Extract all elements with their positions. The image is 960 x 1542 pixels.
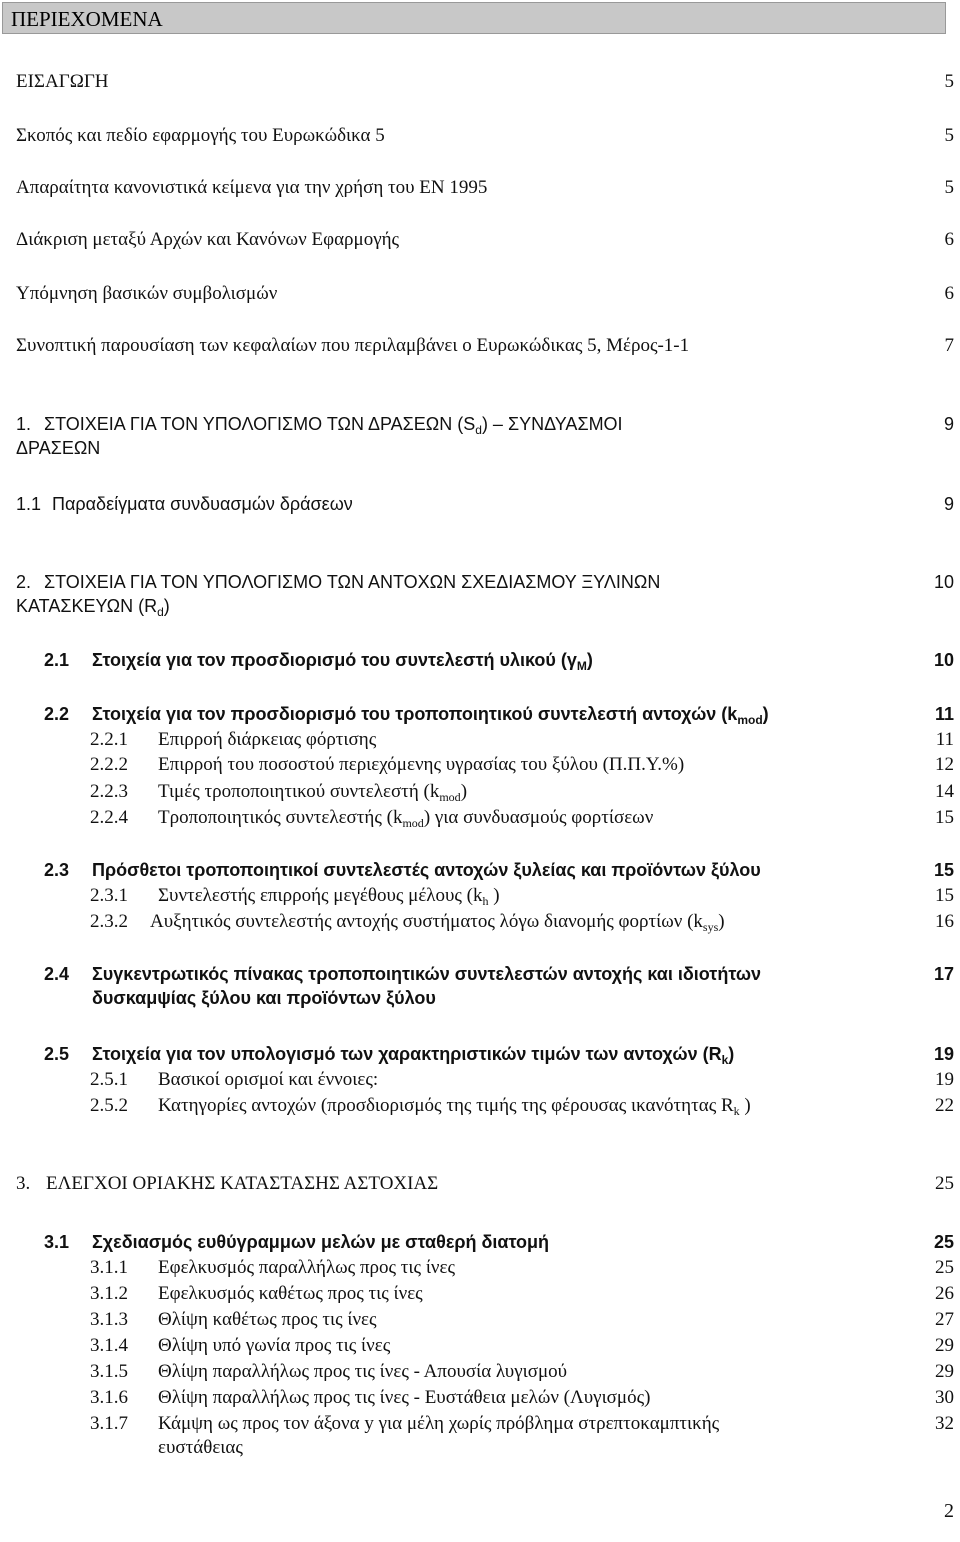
toc-entry-title: Θλίψη παραλλήλως προς τις ίνες - Ευστάθεια μελών (Λυγισμός) (158, 1387, 651, 1408)
subscript: k (733, 1104, 740, 1118)
toc-entry-page: 9 (943, 494, 954, 514)
toc-entry-title: Θλίψη υπό γωνία προς τις ίνες (158, 1335, 391, 1356)
toc-entry-title-text: ) (460, 781, 468, 802)
toc-entry-title (158, 806, 653, 830)
toc-entry-title-text: Συντελεστής επιρροής μεγέθους μέλους (k (158, 885, 483, 906)
subscript: mod (439, 790, 461, 804)
toc-entry-number: 2.3 (44, 860, 70, 880)
toc-entry-number: 3.1.2 (90, 1283, 128, 1304)
toc-entry-number: 3.1.7 (90, 1413, 128, 1434)
toc-entry-page: 25 (933, 1232, 954, 1252)
toc-entry-number: 1.1 (16, 494, 42, 514)
toc-entry-title (92, 1042, 734, 1066)
toc-entry-title-text: Τιμές τροποποιητικού συντελεστή (k (158, 781, 440, 802)
toc-entry-title-text: ) (488, 885, 500, 906)
toc-entry-title-text: ) (762, 704, 769, 724)
toc-entry-number: 2.1 (44, 650, 70, 670)
toc-entry-title: Επιρροή διάρκειας φόρτισης (158, 729, 377, 750)
toc-entry-title: Θλίψη παραλλήλως προς τις ίνες - Απουσία λυγισμού (158, 1361, 568, 1382)
toc-entry-page: 15 (935, 807, 954, 828)
toc-entry-title (44, 412, 623, 436)
toc-entry-title-continued: δυσκαμψίας ξύλου και προϊόντων ξύλου (92, 988, 436, 1008)
toc-entry-page: 19 (935, 1069, 954, 1090)
toc-entry-number: 2.5 (44, 1044, 70, 1064)
toc-entry-page: 25 (935, 1257, 954, 1278)
toc-entry-page: 5 (944, 71, 954, 92)
toc-entry-page: 5 (944, 177, 954, 198)
toc-entry-title-text: ) – ΣΥΝΔΥΑΣΜΟΙ (481, 414, 623, 434)
toc-entry-title (92, 702, 769, 726)
toc-entry-number: 3.1.5 (90, 1361, 128, 1382)
toc-entry-title-text: ) για συνδυασμούς φορτίσεων (423, 807, 654, 828)
toc-entry-title-text: ) (718, 911, 725, 932)
toc-entry-title-text: Αυξητικός συντελεστής αντοχής συστήματος λόγω διανομής φορτίων (k (150, 911, 703, 932)
toc-entry-number: 2.3.2 (90, 911, 128, 932)
toc-entry-title: Βασικοί ορισμοί και έννοιες: (158, 1069, 379, 1090)
toc-entry-title (150, 910, 725, 934)
toc-entry-page: 30 (935, 1387, 954, 1408)
toc-entry-title: Σχεδιασμός ευθύγραμμων μελών με σταθερή διατομή (92, 1232, 550, 1252)
toc-entry-title-text: ΣΤΟΙΧΕΙΑ ΓΙΑ ΤΟΝ ΥΠΟΛΟΓΙΣΜΟ ΤΩΝ ΔΡΑΣΕΩΝ (S (44, 414, 476, 434)
subscript: h (482, 894, 489, 908)
toc-entry-title (92, 648, 593, 672)
toc-entry-number: 3.1.4 (90, 1335, 128, 1356)
toc-entry-title (158, 884, 500, 908)
toc-entry-number: 2.5.2 (90, 1095, 128, 1116)
toc-entry-title (158, 780, 467, 804)
subscript: mod (402, 816, 424, 830)
toc-entry-title-continued: ευστάθειας (158, 1437, 243, 1458)
toc-entry-number: 3.1.6 (90, 1387, 128, 1408)
toc-entry-title-text: Τροποποιητικός συντελεστής (k (158, 807, 403, 828)
toc-entry-page: 22 (935, 1095, 954, 1116)
toc-entry-page: 14 (935, 781, 954, 802)
page-number: 2 (944, 1500, 954, 1522)
toc-entry-page: 10 (933, 650, 954, 670)
toc-entry-title: ΕΛΕΓΧΟΙ ΟΡΙΑΚΗΣ ΚΑΤΑΣΤΑΣΗΣ ΑΣΤΟΧΙΑΣ (46, 1173, 439, 1194)
toc-entry-number: 3. (16, 1173, 31, 1194)
toc-entry-title-text: Στοιχεία για τον υπολογισμό των χαρακτηριστικών τιμών των αντοχών (R (92, 1044, 722, 1064)
toc-entry-number: 2.4 (44, 964, 70, 984)
toc-entry-page: 19 (933, 1044, 954, 1064)
page-title: ΠΕΡΙΕΧΟΜΕΝΑ (11, 7, 163, 31)
toc-entry-title: Διάκριση μεταξύ Αρχών και Κανόνων Εφαρμογής (16, 229, 400, 250)
toc-entry-number: 2.2.1 (90, 729, 128, 750)
toc-entry-title: Απαραίτητα κανονιστικά κείμενα για την χρήση του EN 1995 (16, 177, 488, 198)
toc-entry-title-text: Κατηγορίες αντοχών (προσδιορισμός της τιμής της φέρουσας ικανότητας R (158, 1095, 734, 1116)
toc-entry-title: Πρόσθετοι τροποποιητικοί συντελεστές αντοχών ξυλείας και προϊόντων ξύλου (92, 860, 761, 880)
toc-entry-page: 15 (933, 860, 954, 880)
toc-entry-title-text: ) (163, 596, 170, 616)
toc-entry-title-text: ΚΑΤΑΣΚΕΥΩΝ (R (16, 596, 158, 616)
toc-entry-page: 32 (935, 1413, 954, 1434)
toc-entry-number: 2.2 (44, 704, 70, 724)
toc-entry-number: 2. (16, 572, 32, 592)
toc-entry-number: 1. (16, 414, 32, 434)
toc-entry-page: 26 (935, 1283, 954, 1304)
toc-entry-page: 17 (933, 964, 954, 984)
toc-entry-page: 12 (935, 754, 954, 775)
toc-entry-title: ΕΙΣΑΓΩΓΗ (16, 71, 109, 92)
toc-entry-title-text: Στοιχεία για τον προσδιορισμό του συντελεστή υλικού (γ (92, 650, 577, 670)
toc-entry-page: 5 (944, 125, 954, 146)
toc-entry-title-continued (16, 594, 170, 618)
subscript: d (157, 605, 164, 619)
toc-entry-title-text: Στοιχεία για τον προσδιορισμό του τροποποιητικού συντελεστή αντοχών (k (92, 704, 738, 724)
toc-entry-title: Σκοπός και πεδίο εφαρμογής του Ευρωκώδικα 5 (16, 125, 385, 146)
toc-entry-title: Υπόμνηση βασικών συμβολισμών (16, 283, 278, 304)
toc-entry-title-text: ) (728, 1044, 735, 1064)
toc-entry-page: 6 (944, 229, 954, 250)
toc-entry-number: 2.5.1 (90, 1069, 128, 1090)
toc-entry-title: Συνοπτική παρουσίαση των κεφαλαίων που περιλαμβάνει ο Ευρωκώδικας 5, Μέρος-1-1 (16, 335, 690, 356)
subscript: M (576, 659, 587, 673)
toc-entry-title-text: ) (586, 650, 593, 670)
toc-entry-page: 16 (935, 911, 954, 932)
toc-entry-title: Εφελκυσμός παραλλήλως προς τις ίνες (158, 1257, 456, 1278)
toc-entry-title (44, 570, 660, 594)
toc-entry-number: 3.1.3 (90, 1309, 128, 1330)
toc-entry-page: 11 (935, 729, 954, 750)
toc-entry-title (158, 1094, 751, 1118)
toc-entry-page: 15 (935, 885, 954, 906)
toc-entry-title-text: ΣΤΟΙΧΕΙΑ ΓΙΑ ΤΟΝ ΥΠΟΛΟΓΙΣΜΟ ΤΩΝ ΑΝΤΟΧΩΝ ΣΧΕΔΙΑΣΜΟΥ ΞΥΛΙΝΩΝ (44, 572, 661, 592)
toc-entry-number: 2.2.3 (90, 781, 128, 802)
toc-entry-title: Παραδείγματα συνδυασμών δράσεων (52, 494, 353, 514)
toc-entry-title: Εφελκυσμός καθέτως προς τις ίνες (158, 1283, 423, 1304)
toc-entry-page: 29 (935, 1361, 954, 1382)
subscript: sys (702, 920, 719, 934)
toc-entry-title-text: ) (739, 1095, 751, 1116)
toc-entry-number: 3.1.1 (90, 1257, 128, 1278)
toc-entry-page: 25 (935, 1173, 954, 1194)
toc-entry-number: 2.2.2 (90, 754, 128, 775)
toc-entry-number: 3.1 (44, 1232, 70, 1252)
toc-entry-title: Επιρροή του ποσοστού περιεχόμενης υγρασίας του ξύλου (Π.Π.Υ.%) (158, 754, 685, 775)
toc-entry-page: 9 (943, 414, 954, 434)
toc-entry-title: Κάμψη ως προς τον άξονα y για μέλη χωρίς πρόβλημα στρεπτοκαμπτικής (158, 1413, 720, 1434)
subscript: d (475, 423, 482, 437)
toc-entry-title: Συγκεντρωτικός πίνακας τροποποιητικών συντελεστών αντοχής και ιδιοτήτων (92, 964, 762, 984)
toc-entry-page: 7 (944, 335, 954, 356)
toc-entry-page: 27 (935, 1309, 954, 1330)
toc-entry-number: 2.3.1 (90, 885, 128, 906)
toc-entry-number: 2.2.4 (90, 807, 128, 828)
toc-entry-page: 6 (944, 283, 954, 304)
toc-entry-title: Θλίψη καθέτως προς τις ίνες (158, 1309, 377, 1330)
toc-entry-page: 29 (935, 1335, 954, 1356)
subscript: mod (737, 713, 763, 727)
subscript: k (721, 1053, 729, 1067)
toc-entry-title-continued: ΔΡΑΣΕΩΝ (16, 438, 101, 458)
toc-header-bar (2, 2, 946, 34)
toc-entry-page: 11 (934, 704, 954, 724)
toc-entry-page: 10 (933, 572, 954, 592)
